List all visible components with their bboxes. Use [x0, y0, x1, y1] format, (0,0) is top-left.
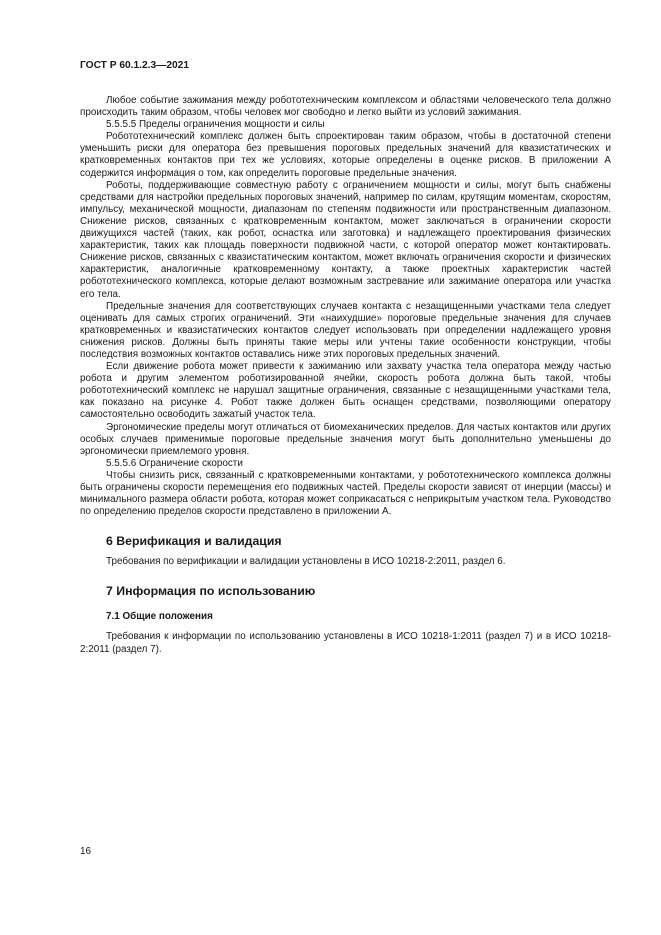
section-7-1-text: Требования к информации по использованию установлены в ИСО 10218-1:2011 (раздел 7) и в ИСО 10218-2:2011 (раздел 7).	[80, 631, 611, 655]
clause-heading-5-5-5-5: 5.5.5.5 Пределы ограничения мощности и силы	[106, 119, 325, 131]
page-number: 16	[80, 846, 92, 857]
section-heading-6: 6 Верификация и валидация	[106, 534, 282, 549]
document-header-code: ГОСТ Р 60.1.2.3—2021	[80, 60, 190, 71]
document-body	[80, 95, 611, 656]
paragraph: Любое событие зажимания между робототехническим комплексом и областями человеческого тела должно происходить таким образом, чтобы человек мог свободно и легко выйти из условий зажимания.	[80, 95, 611, 119]
paragraph: Робототехнический комплекс должен быть спроектирован таким образом, чтобы в достаточной степени уменьшить риски для оператора без превышения пороговых предельных значений для квазистатических и кратковременных контактов при тех же условиях, которые определены в оценке рисков. В приложении А содержится информация о том, как определить пороговые предельные значения.	[80, 131, 611, 179]
paragraph: Роботы, поддерживающие совместную работу с ограничением мощности и силы, могут быть снабжены средствами для настройки предельных пороговых значений, например по силам, крутящим моментам, скоростям, импульсу, механической мощности, диапазонам по степеням подвижности или пространственным диапазоном. Снижение рисков, связанных с кратковременным контактом, может заключаться в ограничении скорости движущихся частей (таких, как робот, оснастка или заготовка) и надлежащего проектирования физических характеристик, таких как площадь поверхности подвижной части, с которой оператор может контактировать. Снижение рисков, связанных с квазистатическим контактом, может включать ограничения скорости и физических характеристик, аналогичные кратковременному контакту, а также проектных характеристик частей робототехнического комплекса, которые делают возможным застревание или зажимание оператора или участка его тела.	[80, 179, 611, 300]
paragraph: Эргономические пределы могут отличаться от биомеханических пределов. Для частых контактов или других особых случаев применимые пороговые предельные значения могут быть дополнительно уменьшены до эргономически приемлемого уровня.	[80, 421, 611, 457]
section-6-text: Требования по верификации и валидации установлены в ИСО 10218-2:2011, раздел 6.	[106, 556, 506, 568]
clause-heading-5-5-5-6: 5.5.5.6 Ограничение скорости	[106, 457, 243, 469]
paragraph: Предельные значения для соответствующих случаев контакта с незащищенными участками тела следует оценивать для самых строгих ограничений. Эти «наихудшие» пороговые предельные значения для случаев кратковременных и квазистатических контактов следует использовать при определении надлежащего уровня снижения рисков. Должны быть приняты такие меры или учтены такие особенности конструкции, чтобы последствия возможных контактов оставались ниже этих пороговых предельных значений.	[80, 300, 611, 360]
subsection-heading-7-1: 7.1 Общие положения	[106, 611, 213, 623]
paragraph: Если движение робота может привести к зажиманию или захвату участка тела оператора между частью робота и другим элементом роботизированной ячейки, скорость робота должна быть такой, чтобы робототехнический комплекс не нарушал защитные ограничения, связанные с незащищенными участками тела, как показано на рисунке 4. Робот также должен быть оснащен средствами, позволяющими оператору самостоятельно освободить зажатый участок тела.	[80, 361, 611, 421]
paragraph: Чтобы снизить риск, связанный с кратковременными контактами, у робототехнического комплекса должны быть ограничены скорости перемещения его подвижных частей. Пределы скорости зависят от инерции (массы) и минимального размера области робота, которая может соприкасаться с неприкрытым участком тела. Руководство по определению пределов скорости представлено в приложении А.	[80, 469, 611, 518]
section-heading-7: 7 Информация по использованию	[106, 584, 316, 599]
